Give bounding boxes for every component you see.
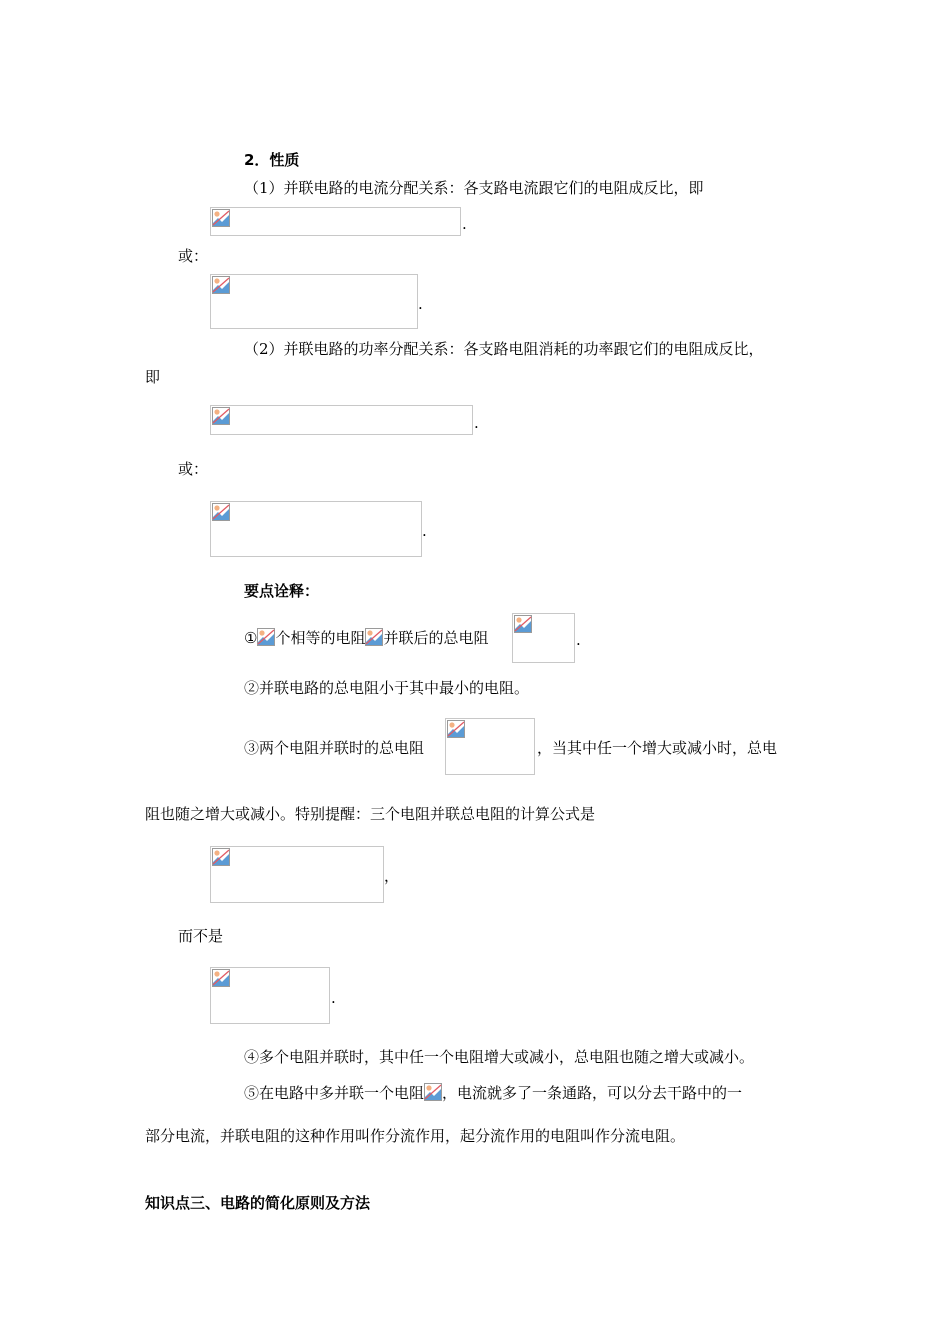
note-4: ④多个电阻并联时，其中任一个电阻增大或减小，总电阻也随之增大或减小。 [244, 1048, 755, 1066]
note-5-line-2: 部分电流，并联电阻的这种作用叫作分流作用，起分流作用的电阻叫作分流电阻。 [145, 1127, 686, 1145]
formula-image-three-resistors [210, 846, 384, 903]
formula-image-current-alt [210, 274, 418, 329]
note-1-text-a: 个相等的电阻 [275, 629, 366, 647]
period: . [576, 631, 581, 649]
or-label: 或： [178, 460, 209, 478]
period: . [418, 295, 423, 313]
period: . [422, 522, 427, 540]
broken-image-icon [212, 969, 230, 987]
broken-image-icon [212, 503, 230, 521]
note-1-marker: ① [244, 629, 258, 647]
formula-image-power-alt [210, 501, 422, 557]
or-label: 或： [178, 247, 209, 265]
not-is-label: 而不是 [178, 927, 224, 945]
formula-image-n-equal-resistors [512, 613, 575, 663]
period: . [474, 414, 479, 432]
note-2: ②并联电路的总电阻小于其中最小的电阻。 [244, 679, 530, 697]
period: . [331, 989, 336, 1007]
paragraph-power-distribution: （2）并联电路的功率分配关系：各支路电阻消耗的功率跟它们的电阻成反比， [244, 340, 764, 358]
broken-image-icon [212, 209, 230, 227]
note-5 [244, 1083, 742, 1103]
next-section-heading: 知识点三、电路的简化原则及方法 [145, 1194, 371, 1212]
broken-image-icon [212, 276, 230, 294]
broken-image-icon [365, 628, 383, 646]
formula-image-two-resistors [445, 718, 535, 775]
broken-image-icon [447, 720, 465, 738]
formula-image-power-ratio [210, 405, 473, 435]
broken-image-icon [212, 407, 230, 425]
formula-image-current-ratio [210, 207, 461, 236]
broken-image-icon [514, 615, 532, 633]
note-1-text-b: 并联后的总电阻 [383, 629, 489, 647]
period: . [462, 215, 467, 233]
note-5-text-a: ⑤在电路中多并联一个电阻 [244, 1084, 425, 1102]
formula-image-incorrect [210, 967, 330, 1024]
note-1 [244, 628, 488, 648]
note-3-text-b: ，当其中任一个增大或减小时，总电 [537, 739, 778, 757]
section-heading: 2．性质 [244, 151, 300, 169]
paragraph-current-distribution: （1）并联电路的电流分配关系：各支路电流跟它们的电阻成反比，即 [244, 179, 704, 197]
notes-heading: 要点诠释： [244, 582, 320, 600]
note-3-line-2: 阻也随之增大或减小。特别提醒：三个电阻并联总电阻的计算公式是 [145, 805, 596, 823]
note-5-text-b: ，电流就多了一条通路，可以分去干路中的一 [442, 1084, 743, 1102]
paragraph-power-distribution-cont: 即 [145, 368, 161, 386]
broken-image-icon [424, 1083, 442, 1101]
note-3-text-a: ③两个电阻并联时的总电阻 [244, 739, 425, 757]
comma: ， [384, 867, 400, 885]
broken-image-icon [257, 628, 275, 646]
broken-image-icon [212, 848, 230, 866]
